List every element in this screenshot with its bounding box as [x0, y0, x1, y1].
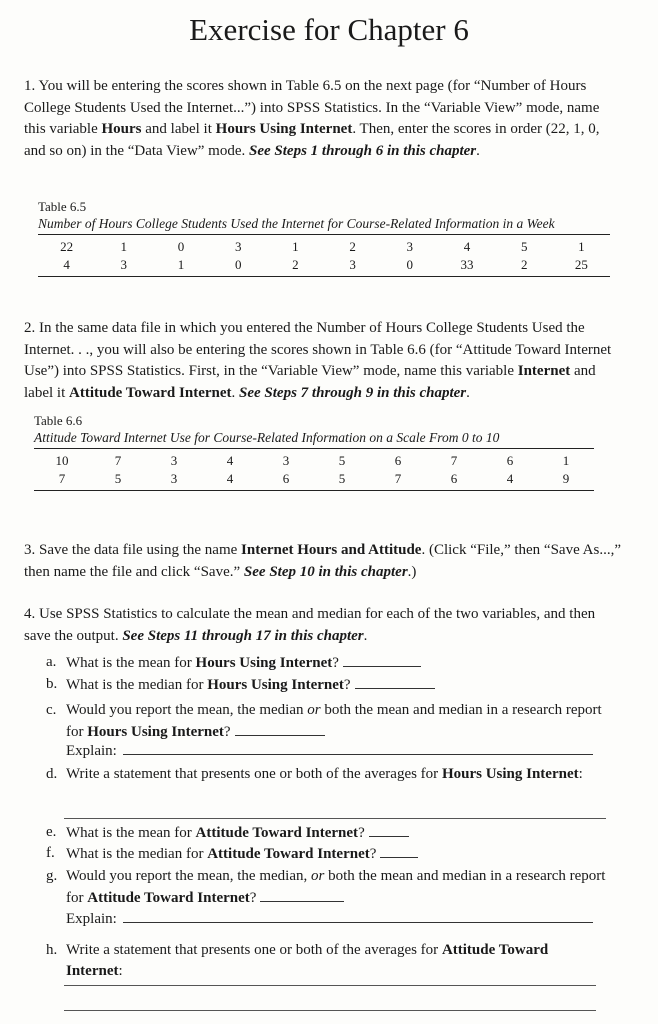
bold-text: Hours Using Internet — [195, 655, 333, 671]
bold-text: Hours Using Internet — [87, 724, 224, 740]
table-cell: 22 — [60, 239, 74, 254]
bold-text: Hours Using Internet — [215, 121, 353, 137]
table-cell: 2 — [520, 257, 528, 272]
table-cell: 25 — [574, 257, 588, 272]
text-segment: What is the mean for — [66, 825, 196, 841]
bold-text: Hours — [101, 121, 142, 137]
answer-blank[interactable] — [355, 674, 435, 689]
table-title: Number of Hours College Students Used the Internet for Course-Related Information in a Week — [38, 216, 610, 235]
text-segment: Explain: — [66, 743, 117, 759]
table-row — [38, 256, 610, 274]
table-cell: 5 — [520, 239, 528, 254]
bold-text: See Steps 11 through 17 in this chapter — [122, 627, 364, 644]
text-segment: both the mean and median in a research report for — [66, 702, 602, 740]
table-cell: 4 — [63, 257, 70, 272]
text-segment: 1. You will be entering the scores shown in Table 6.5 on the next page (for “Number of Hours College Students Used the Internet...”) into SPSS Statistics. In the “Variable View” mode, name this variable — [24, 78, 600, 137]
table-cell: 1 — [120, 239, 128, 254]
bold-text: Hours Using Internet — [207, 677, 344, 693]
sub-question — [46, 822, 606, 844]
table-cell: 0 — [177, 239, 185, 254]
sub-question-letter: g. — [46, 868, 58, 884]
table-cell: 10 — [55, 453, 69, 468]
table-cell: 0 — [234, 257, 242, 272]
table-cell: 6 — [450, 471, 458, 486]
sub-question — [46, 764, 606, 785]
bold-text: See Steps 1 through 6 in this chapter — [249, 142, 477, 159]
text-segment: Explain: — [66, 911, 117, 927]
text-segment: 4. Use SPSS Statistics to calculate the mean and median for each of the two variables, and then save the output. — [24, 606, 596, 644]
text-segment: . — [476, 142, 480, 159]
question-3 — [24, 540, 624, 583]
text-segment: ? — [223, 724, 231, 740]
text-segment: What is the mean for — [66, 655, 196, 671]
table-cell: 6 — [282, 471, 290, 486]
table-body — [38, 235, 610, 277]
table-title: Attitude Toward Internet Use for Course-Related Information on a Scale From 0 to 10 — [34, 430, 594, 449]
bold-text: Internet Hours and Attitude — [241, 542, 422, 558]
italic-text: or — [307, 702, 321, 718]
sub-question — [46, 700, 606, 743]
table-cell: 4 — [463, 239, 471, 254]
answer-blank[interactable] — [235, 721, 325, 736]
table-cell: 3 — [170, 471, 178, 486]
table-cell: 5 — [338, 453, 346, 468]
sub-question-text — [66, 908, 606, 930]
sub-question — [46, 843, 606, 865]
question-2 — [24, 318, 620, 404]
table-cell: 3 — [349, 257, 356, 272]
text-segment: . — [466, 384, 470, 401]
answer-blank[interactable] — [380, 843, 418, 858]
sub-question-letter: b. — [46, 676, 58, 692]
table-cell: 7 — [450, 453, 458, 468]
bold-text: See Steps 7 through 9 in this chapter — [239, 384, 467, 401]
table-cell: 1 — [177, 257, 185, 272]
question-1 — [24, 76, 624, 162]
table-cell: 4 — [226, 471, 234, 486]
page-title: Exercise for Chapter 6 — [189, 12, 469, 47]
table-cell: 1 — [578, 239, 585, 254]
text-segment: ? — [332, 655, 339, 671]
sub-question — [46, 866, 606, 909]
table-label: Table 6.5 — [38, 199, 87, 214]
text-segment: ? — [343, 677, 351, 693]
sub-question-letter: e. — [46, 824, 57, 840]
table-cell: 2 — [349, 239, 356, 254]
table-cell: 7 — [58, 471, 66, 486]
explain-blank[interactable] — [123, 740, 593, 755]
text-segment: both the mean and median in a research report for — [66, 868, 606, 906]
text-segment: What is the median for — [66, 846, 208, 862]
table-cell: 9 — [562, 471, 570, 486]
sub-question-text — [66, 700, 606, 743]
bold-text: Attitude Toward Internet — [195, 825, 359, 841]
answer-line-h-1[interactable] — [64, 985, 596, 986]
table-cell: 7 — [394, 471, 402, 486]
text-segment: .) — [407, 563, 417, 580]
bold-text: See Step 10 in this chapter — [243, 563, 408, 580]
table-cell: 1 — [562, 453, 570, 468]
sub-question-letter: a. — [46, 654, 57, 670]
sub-question-text — [66, 740, 606, 762]
table-row — [38, 238, 610, 256]
table-cell: 7 — [114, 453, 122, 468]
text-segment: : — [578, 766, 583, 782]
text-segment: . — [363, 627, 368, 644]
sub-question-letter: h. — [46, 942, 58, 958]
sub-question-text — [66, 843, 606, 865]
bold-text: Hours Using Internet — [441, 766, 579, 782]
table-cell: 3 — [234, 239, 242, 254]
table-cell: 5 — [114, 471, 122, 486]
sub-question — [46, 652, 606, 674]
sub-question — [46, 908, 606, 930]
text-segment: and label it — [24, 363, 596, 401]
text-segment: Would you report the mean, the median — [66, 702, 308, 718]
table-row — [34, 452, 594, 470]
table-cell: 0 — [406, 257, 414, 272]
sub-question-letter: d. — [46, 766, 58, 782]
sub-question-text — [66, 674, 606, 696]
sub-question-letter: c. — [46, 702, 57, 718]
sub-question — [46, 940, 606, 982]
sub-question — [46, 740, 606, 762]
answer-line-d[interactable] — [64, 818, 606, 819]
table-cell: 6 — [394, 453, 402, 468]
table-cell: 3 — [170, 453, 178, 468]
sub-question-text — [66, 822, 606, 844]
answer-blank[interactable] — [343, 652, 421, 667]
answer-line-h-2[interactable] — [64, 1010, 596, 1011]
bold-text: Attitude Toward Internet — [207, 846, 370, 862]
sub-question-text — [66, 866, 606, 909]
table-label: Table 6.6 — [34, 413, 83, 428]
text-segment: . — [231, 384, 240, 401]
table-row — [34, 470, 594, 488]
table-6-6 — [34, 412, 594, 491]
bold-text: Internet — [517, 363, 571, 379]
table-cell: 3 — [406, 239, 414, 254]
sub-question — [46, 674, 606, 696]
table-body — [34, 449, 594, 491]
sub-question-text — [66, 652, 606, 674]
table-cell: 2 — [292, 257, 299, 272]
table-cell: 4 — [506, 471, 514, 486]
italic-text: or — [310, 868, 325, 884]
text-segment: . (Click “File,” then “Save As...,” then name the file and click “Save.” — [24, 542, 622, 580]
question-4 — [24, 604, 624, 647]
bold-text: Attitude Toward Internet — [66, 942, 549, 979]
text-segment: and label it — [141, 121, 216, 137]
text-segment: What is the median for — [66, 677, 208, 693]
text-segment: 2. In the same data file in which you entered the Number of Hours College Students Used the Internet. . ., you will also be entering the scores shown in Table 6.6 (for “Attitude Toward Internet Use”) into SPSS Statistics. First, in the “Variable View” mode, name this variable — [24, 320, 612, 379]
sub-question-text — [66, 940, 606, 982]
bold-text: Attitude Toward Internet — [87, 890, 250, 906]
table-cell: 4 — [226, 453, 234, 468]
table-cell: 3 — [282, 453, 290, 468]
explain-blank[interactable] — [123, 908, 593, 923]
table-cell: 33 — [460, 257, 474, 272]
text-segment: 3. Save the data file using the name — [24, 542, 242, 558]
table-cell: 5 — [338, 471, 346, 486]
table-cell: 3 — [120, 257, 128, 272]
bold-text: Attitude Toward Internet — [69, 384, 232, 401]
table-cell: 6 — [506, 453, 514, 468]
answer-blank[interactable] — [369, 822, 409, 837]
text-segment: ? — [369, 846, 377, 862]
text-segment: ? — [249, 890, 257, 906]
answer-blank[interactable] — [260, 887, 344, 902]
text-segment: Would you report the mean, the median, — [66, 868, 311, 884]
text-segment: : — [118, 963, 123, 979]
text-segment: Write a statement that presents one or both of the averages for — [66, 766, 442, 782]
text-segment: Write a statement that presents one or both of the averages for — [66, 942, 442, 958]
text-segment: ? — [358, 825, 365, 841]
sub-question-text — [66, 764, 606, 785]
sub-question-letter: f. — [46, 845, 55, 861]
table-6-5 — [38, 198, 610, 277]
table-cell: 1 — [292, 239, 299, 254]
text-segment: . Then, enter the scores in order (22, 1, 0, and so on) in the “Data View” mode. — [24, 121, 600, 159]
